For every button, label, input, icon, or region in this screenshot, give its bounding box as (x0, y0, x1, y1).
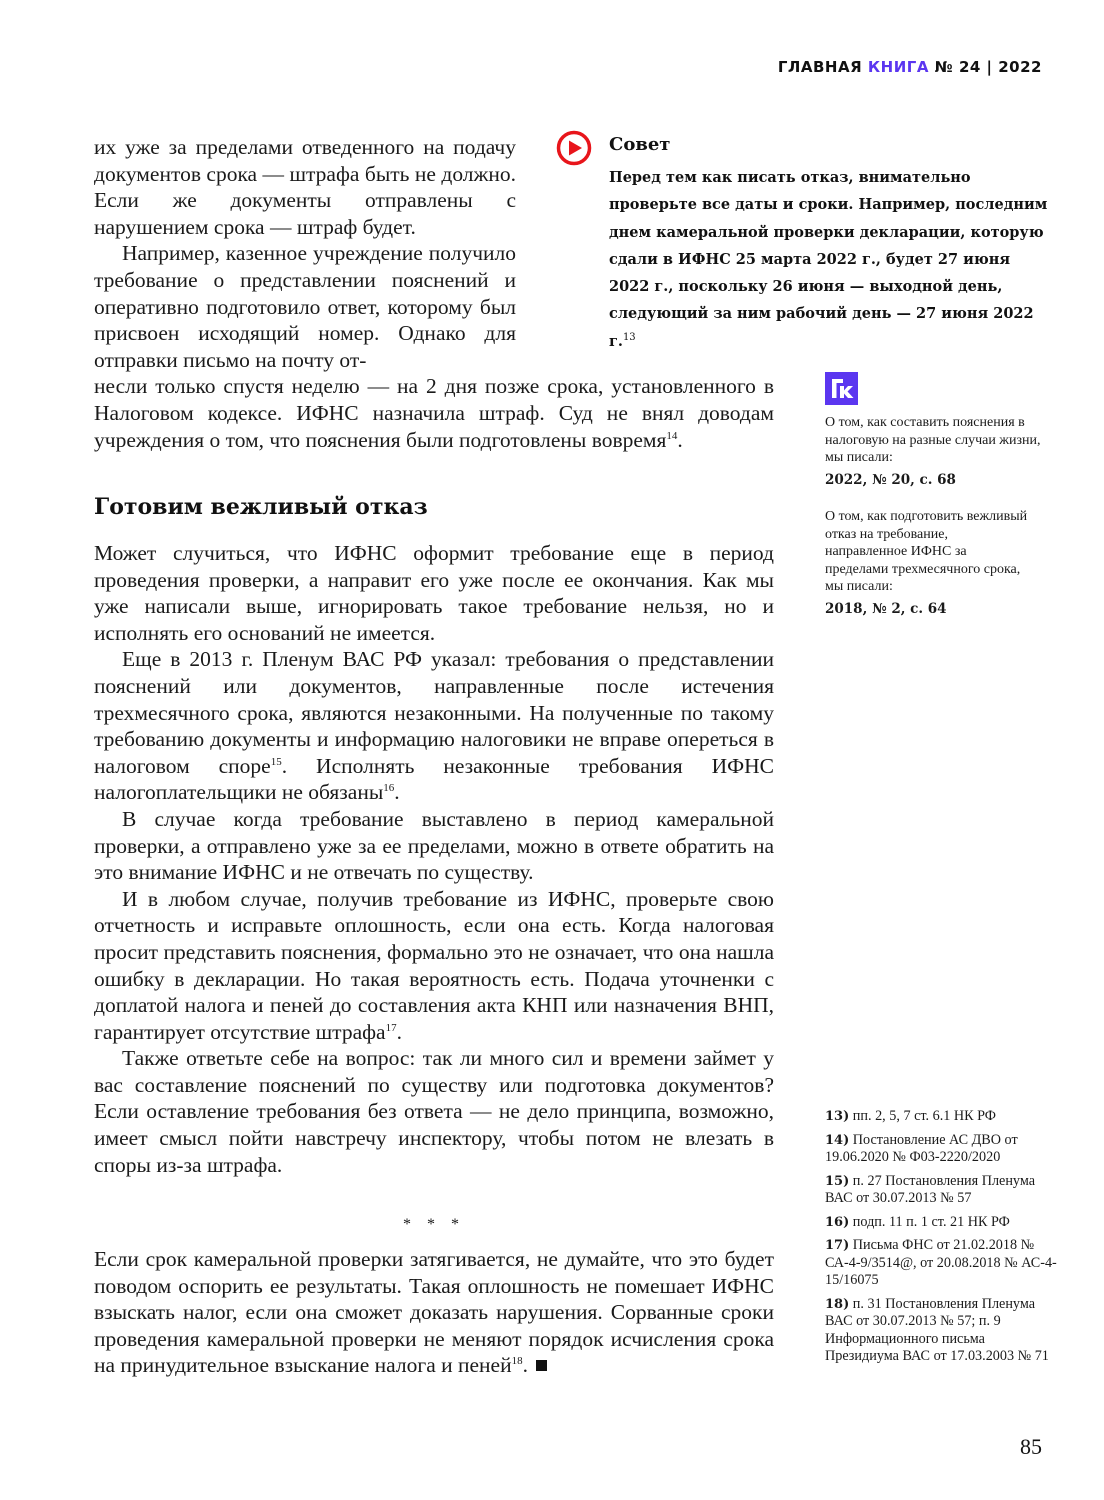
brand-name-part2: КНИГА (867, 58, 929, 76)
footnote-item (825, 1296, 1060, 1366)
reference-text: О том, как составить пояснения в налоговую на разные случаи жизни, мы писали: (825, 415, 1041, 465)
footnote-item (825, 1108, 1060, 1126)
footnote-number: 18) (825, 1296, 850, 1312)
footnote-item (825, 1237, 1060, 1290)
footnote-number: 13) (825, 1109, 850, 1124)
page-number: 85 (1020, 1434, 1042, 1459)
paragraph-text: несли только спустя неделю — на 2 дня позже срока, установленного в Налоговом кодексе. ИФНС назначила штраф. Суд не внял доводам учреждения о том, что пояснения были подготовлены вовремя (94, 374, 774, 452)
paragraph: Например, казенное учреждение получило требование о представлении пояснений и оперативно подготовило ответ, которому был присвоен исходящий номер. Однако для отправки письмо на почту от- (94, 241, 516, 372)
end-of-article-mark (536, 1360, 547, 1371)
footnote-text: п. 27 Постановления Пленума ВАС от 30.07.2013 № 57 (825, 1172, 1036, 1206)
footnotes-list (825, 1108, 1060, 1372)
paragraph-text: . Исполнять незаконные требования ИФНС налогоплательщики не обязаны (94, 753, 774, 805)
paragraph-tail: . (677, 427, 683, 452)
paragraph: Также ответьте себе на вопрос: так ли много сил и времени займет у вас составление пояснений по существу или подготовка документов? Если оставление требования без ответа — не дело принципа, возможно, имеет смысл пойти навстречу инспектору, чтобы потом не влезать в споры из-за штрафа. (94, 1046, 774, 1177)
footnote-number: 14) (825, 1132, 850, 1148)
paragraph-text: И в любом случае, получив требование из ИФНС, проверьте свою отчетность и исправьте оплошность, если она есть. Когда налоговая просит представить пояснения, формально это не означает, что она нашла ошибку в декларации. Но такая вероятность есть. Подача уточненки с доплатой налога и пеней до составления акта КНП или назначения ВНП, гарантирует отсутствие штрафа (94, 886, 774, 1044)
reference-source-link[interactable]: 2018, № 2, с. 64 (825, 600, 947, 617)
tip-body-text: Перед тем как писать отказ, внимательно проверьте все даты и сроки. Например, последним днем камеральной проверки декларации, которую сдали в ИФНС 25 марта 2022 г., будет 27 июня 2022 г., поскольку 26 июня — выходной день, следующий за ним рабочий день — 27 июня 2022 г. (609, 169, 1048, 350)
glavkniga-logo-icon (825, 372, 858, 405)
reference-source-link[interactable]: 2022, № 20, с. 68 (825, 471, 956, 488)
paragraph-continuation (94, 373, 774, 453)
section-separator: * * * (403, 1216, 465, 1233)
footnote-item (825, 1173, 1060, 1208)
footnote-number: 17) (825, 1238, 850, 1253)
footnote-text: Постановление АС ДВО от 19.06.2020 № Ф03-2220/2020 (825, 1131, 1018, 1165)
article-section-body (94, 540, 774, 1178)
footnote-ref[interactable]: 13 (622, 331, 636, 343)
footnote-ref[interactable]: 16 (383, 782, 395, 795)
paragraph-text: Если срок камеральной проверки затягивается, не думайте, что это будет поводом оспорить ее результаты. Такая оплошность не помешает ИФНС взыскать налог, если она сможет доказать нарушения. Сорванные сроки проведения камеральной проверки не меняют порядок исчисления срока на принудительное взыскание налога и пеней (94, 1247, 774, 1378)
sidebar-reference-2 (825, 508, 1030, 618)
footnote-text: пп. 2, 5, 7 ст. 6.1 НК РФ (852, 1108, 997, 1124)
paragraph-tail: . (522, 1353, 528, 1378)
sidebar-reference-1 (825, 414, 1055, 489)
footnote-text: п. 31 Постановления Пленума ВАС от 30.07.2013 № 57; п. 9 Информационного письма Президиума ВАС от 17.03.2003 № 71 (825, 1295, 1049, 1364)
paragraph (94, 886, 774, 1046)
footnote-number: 16) (825, 1214, 850, 1230)
footnote-item (825, 1214, 1060, 1232)
paragraph (94, 646, 774, 806)
paragraph: их уже за пределами отведенного на подачу документов срока — штрафа быть не должно. Если же документы отправлены с нарушением срока — штраф будет. (94, 135, 516, 239)
issue-number: № 24 | 2022 (934, 58, 1042, 76)
footnote-item (825, 1132, 1060, 1167)
section-title: Готовим вежливый отказ (94, 494, 428, 520)
footnote-ref[interactable]: 14 (666, 429, 678, 442)
paragraph-tail: . (394, 780, 400, 805)
reference-text: О том, как подготовить вежливый отказ на требование, направленное ИФНС за пределами трехмесячного срока, мы писали: (825, 509, 1028, 594)
footnote-ref[interactable]: 17 (385, 1021, 397, 1034)
footnote-text: Письма ФНС от 21.02.2018 № СА-4-9/3514@, от 20.08.2018 № АС-4-15/16075 (825, 1237, 1057, 1288)
article-intro (94, 134, 774, 453)
paragraph-text: Еще в 2013 г. Пленум ВАС РФ указал: требования о представлении пояснений или документов, направленные после истечения трехмесячного срока, являются незаконными. На полученные по такому требованию документы и информацию налоговики не вправе опереться в налоговом споре (94, 647, 774, 778)
footnote-number: 15) (825, 1173, 850, 1189)
paragraph-tail: . (396, 1019, 402, 1044)
paragraph (94, 1246, 774, 1379)
running-header (778, 58, 1042, 76)
paragraph: Может случиться, что ИФНС оформит требование еще в период проведения проверки, а направит его уже после ее окончания. Как мы уже написали выше, игнорировать такое требование нельзя, но и исполнять его оснований не имеется. (94, 541, 774, 645)
paragraph: В случае когда требование выставлено в период камеральной проверки, а отправлено уже за ее пределами, можно в ответе обратить на это внимание ИФНС и не отвечать по существу. (94, 806, 774, 885)
footnote-text: подп. 11 п. 1 ст. 21 НК РФ (852, 1213, 1010, 1230)
brand-name-part1: ГЛАВНАЯ (777, 58, 863, 76)
footnote-ref[interactable]: 18 (511, 1355, 523, 1368)
footnote-ref[interactable]: 15 (270, 755, 282, 768)
tip-title: Совет (609, 134, 671, 155)
article-conclusion (94, 1246, 774, 1379)
